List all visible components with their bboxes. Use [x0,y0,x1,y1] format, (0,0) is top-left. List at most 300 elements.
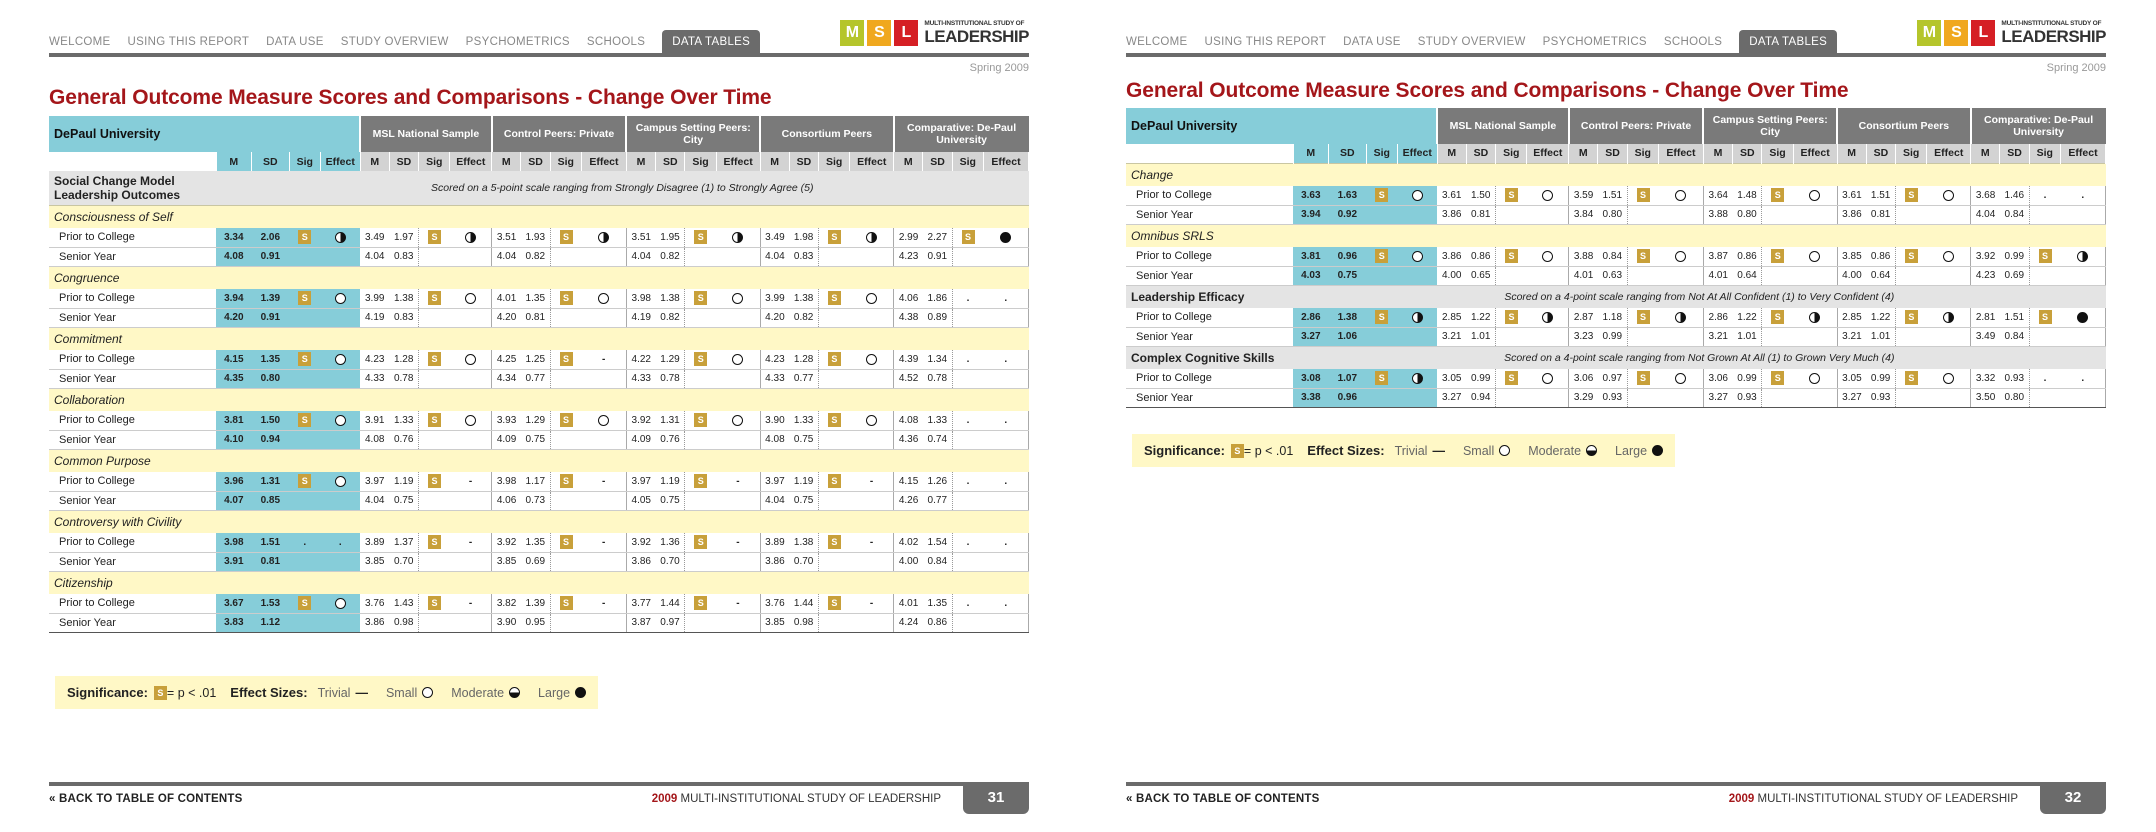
footer-year: 2009 [651,793,678,805]
group-mean: 3.77 [626,594,655,613]
back-to-contents-link[interactable]: « BACK TO TABLE OF CONTENTS [1126,793,1320,805]
group-mean: 3.21 [1837,327,1866,346]
small-effect-icon [866,293,877,304]
col-header-sd: SD [1733,144,1762,163]
group-sd: 1.22 [1466,308,1495,327]
group-sd: 1.29 [656,350,685,369]
group-sig [819,472,850,491]
depaul-effect [1397,369,1437,388]
depaul-mean: 3.91 [216,552,252,571]
depaul-effect [320,491,360,510]
group-sig [419,369,450,388]
category-label: Omnibus SRLS [1126,224,2106,247]
moderate-effect-icon [1412,373,1423,384]
group-sig [550,369,581,388]
group-sig [685,411,716,430]
group-effect [850,228,894,247]
group-effect [716,594,760,613]
table-row [49,594,1029,613]
category-label: Citizenship [49,571,1029,594]
group-effect [716,430,760,449]
msl-logo[interactable] [1917,20,2106,46]
group-effect [983,289,1028,308]
depaul-mean: 4.15 [216,350,252,369]
col-header-m: M [894,152,923,171]
depaul-effect [320,411,360,430]
group-effect [1658,247,1703,266]
group-sig [2029,266,2060,285]
nav-tab-using-this-report[interactable]: USING THIS REPORT [127,36,250,48]
group-mean: 4.25 [492,350,521,369]
significance-icon: S [1375,371,1388,385]
group-sig [550,533,581,552]
table-row [1126,369,2106,388]
group-sd: 0.86 [1733,247,1762,266]
university-name: DePaul University [1126,108,1437,144]
group-sig [819,247,850,266]
no-significance-mark: . [966,475,970,487]
group-effect [983,430,1028,449]
col-header-effect: Effect [1658,144,1703,163]
col-header-sig: Sig [1896,144,1927,163]
group-effect [850,613,894,632]
significance-icon: S [1905,249,1918,263]
group-sd: 1.17 [521,472,550,491]
depaul-mean: 4.20 [216,308,252,327]
no-effect-mark: . [2081,372,2085,384]
group-mean: 4.04 [626,247,655,266]
row-label: Prior to College [1126,247,1293,266]
group-effect [983,308,1028,327]
group-header-4: Consortium Peers [1837,108,1971,144]
footer-study-title [1729,793,2018,805]
col-header-sig: Sig [685,152,716,171]
row-label: Senior Year [1126,327,1293,346]
group-mean: 4.19 [626,308,655,327]
depaul-mean: 3.81 [1293,247,1329,266]
group-effect [2060,327,2105,346]
col-header-sig: Sig [289,152,320,171]
no-significance-mark: . [966,414,970,426]
group-effect [850,594,894,613]
page-footer [49,782,1029,812]
group-effect [1527,308,1569,327]
group-sd: 1.35 [521,289,550,308]
group-sig [952,369,983,388]
group-sd: 0.89 [923,308,952,327]
page-number: 31 [963,784,1029,814]
row-label: Senior Year [49,430,216,449]
small-effect-icon [598,293,609,304]
col-header-sd: SD [389,152,418,171]
group-sd: 1.38 [389,289,418,308]
group-sd: 0.98 [389,613,418,632]
group-sig [419,247,450,266]
nav-tab-schools[interactable]: SCHOOLS [1663,36,1723,48]
col-header-m: M [1437,144,1466,163]
group-effect [983,228,1028,247]
group-mean: 3.85 [492,552,521,571]
group-header-4: Consortium Peers [760,116,894,152]
group-effect [716,308,760,327]
logo-letter-s: S [867,20,891,46]
moderate-effect-icon [732,232,743,243]
group-sd: 0.99 [2000,247,2029,266]
group-mean: 3.86 [626,552,655,571]
group-sig [550,411,581,430]
group-sd: 0.80 [1733,205,1762,224]
significance-icon: S [1505,371,1518,385]
group-mean: 4.09 [626,430,655,449]
group-mean: 3.85 [760,613,789,632]
col-header-m: M [360,152,389,171]
depaul-mean: 3.63 [1293,186,1329,205]
moderate-effect-icon [1412,312,1423,323]
group-sd: 1.01 [1733,327,1762,346]
group-mean: 3.97 [760,472,789,491]
group-sig [685,308,716,327]
group-mean: 3.98 [626,289,655,308]
group-mean: 4.00 [894,552,923,571]
significance-icon: S [1771,249,1784,263]
row-label-header [1126,144,1293,163]
group-header-2: Control Peers: Private [1569,108,1704,144]
moderate-effect-icon [1809,312,1820,323]
group-sd: 0.70 [656,552,685,571]
group-sig [1762,266,1793,285]
significance-icon: S [694,474,707,488]
group-mean: 4.52 [894,369,923,388]
table-row [1126,266,2106,285]
group-sig [952,552,983,571]
depaul-sig [1366,205,1397,224]
group-effect [716,369,760,388]
top-nav [49,30,760,54]
small-effect-icon [1943,251,1954,262]
moderate-effect-icon [335,232,346,243]
depaul-effect [320,247,360,266]
depaul-mean: 4.03 [1293,266,1329,285]
nav-tab-psychometrics[interactable]: PSYCHOMETRICS [465,36,570,48]
logo-letter-m: M [840,20,864,46]
depaul-sd: 1.50 [252,411,290,430]
group-effect [850,411,894,430]
group-sd: 0.74 [923,430,952,449]
small-effect-icon [465,293,476,304]
group-mean: 4.15 [894,472,923,491]
group-sd: 1.31 [656,411,685,430]
depaul-effect [320,350,360,369]
row-label: Senior Year [49,308,216,327]
group-sd: 0.82 [656,308,685,327]
depaul-sig [289,613,320,632]
group-sig [952,430,983,449]
depaul-sd: 1.12 [252,613,290,632]
table-row [49,613,1029,632]
section-header-row [49,171,1029,205]
legend-trivial: Trivial [1394,443,1428,458]
col-header-m: M [760,152,789,171]
col-header-sig: Sig [419,152,450,171]
group-sig [819,491,850,510]
depaul-effect [1397,308,1437,327]
group-mean: 3.85 [1837,247,1866,266]
group-sd: 0.84 [2000,327,2029,346]
group-mean: 4.06 [894,289,923,308]
small-effect-icon [335,476,346,487]
group-effect [983,613,1028,632]
group-effect [983,594,1028,613]
group-sd: 1.50 [1466,186,1495,205]
trivial-effect-icon: — [1432,443,1445,458]
group-sd: 0.75 [521,430,550,449]
group-effect [1658,388,1703,407]
small-effect-icon [1499,445,1510,456]
group-effect [1793,186,1837,205]
col-header-sd: SD [252,152,290,171]
row-label: Prior to College [1126,308,1293,327]
group-sd: 1.54 [923,533,952,552]
moderate-effect-icon [465,232,476,243]
table-row [49,533,1029,552]
group-sd: 0.78 [923,369,952,388]
nav-tab-data-tables[interactable]: DATA TABLES [662,30,760,54]
group-sig [685,247,716,266]
small-effect-icon [732,354,743,365]
category-label: Commitment [49,327,1029,350]
back-to-contents-link[interactable]: « BACK TO TABLE OF CONTENTS [49,793,243,805]
university-name: DePaul University [49,116,360,152]
group-sd: 0.93 [1866,388,1895,407]
group-effect [1658,308,1703,327]
nav-tab-study-overview[interactable]: STUDY OVERVIEW [340,36,449,48]
group-mean: 3.92 [492,533,521,552]
col-header-m: M [626,152,655,171]
nav-tab-data-use[interactable]: DATA USE [1343,36,1401,48]
group-sig [550,289,581,308]
group-sd: 0.80 [2000,388,2029,407]
group-mean: 4.23 [894,247,923,266]
group-sd: 0.84 [2000,205,2029,224]
group-mean: 3.91 [360,411,389,430]
group-effect [983,350,1028,369]
logo-letter-l: L [1971,20,1995,46]
legend-small: Small [385,685,418,700]
significance-icon: S [1505,310,1518,324]
no-effect-mark: . [1004,475,1008,487]
significance-icon: S [428,474,441,488]
small-effect-icon [1809,190,1820,201]
group-sd: 0.99 [1866,369,1895,388]
significance-icon: S [2039,249,2052,263]
nav-tab-welcome[interactable]: WELCOME [1126,36,1188,48]
table-row [1126,327,2106,346]
group-sig [1762,205,1793,224]
significance-icon: S [560,535,573,549]
group-sd: 0.77 [521,369,550,388]
significance-icon: S [694,413,707,427]
col-header-effect: Effect [320,152,360,171]
footer-line [1126,782,2106,786]
logo-letter-m: M [1917,20,1941,46]
scale-note: Scored on a 5-point scale ranging from Strongly Disagree (1) to Strongly Agree (5) [216,171,1028,205]
group-mean: 4.34 [492,369,521,388]
group-sd: 0.76 [656,430,685,449]
scores-table-left [49,116,1029,633]
depaul-sd: 1.63 [1329,186,1367,205]
group-header-2: Control Peers: Private [492,116,627,152]
msl-logo[interactable] [840,20,1029,46]
significance-icon: S [560,291,573,305]
group-sig [1496,388,1527,407]
group-sig [952,308,983,327]
row-label: Prior to College [49,411,216,430]
nav-tab-study-overview[interactable]: STUDY OVERVIEW [1417,36,1526,48]
group-effect [1527,266,1569,285]
group-effect [716,411,760,430]
column-header-row [49,152,1029,171]
depaul-sd: 1.07 [1329,369,1367,388]
group-mean: 3.92 [626,533,655,552]
significance-icon: S [428,535,441,549]
group-mean: 4.01 [1569,266,1598,285]
group-effect [1927,308,1971,327]
group-effect [1927,388,1971,407]
nav-underline [1126,53,2106,57]
group-sig [1896,205,1927,224]
group-mean: 4.23 [360,350,389,369]
scores-table-right [1126,108,2106,408]
row-label: Prior to College [49,533,216,552]
nav-tab-data-use[interactable]: DATA USE [266,36,324,48]
col-header-sd: SD [1329,144,1367,163]
group-sig [1896,327,1927,346]
group-sig [1762,186,1793,205]
group-sig [1762,369,1793,388]
trivial-effect-mark: - [602,536,606,548]
group-sd: 0.82 [789,308,818,327]
large-effect-icon [2077,312,2088,323]
nav-tab-schools[interactable]: SCHOOLS [586,36,646,48]
table-row [1126,388,2106,407]
group-sig [952,594,983,613]
group-sig [550,350,581,369]
report-date: Spring 2009 [969,62,1029,74]
legend-sig-text: = p < .01 [1243,443,1294,458]
group-effect [581,472,626,491]
group-effect [581,228,626,247]
trivial-effect-mark: - [869,597,874,609]
row-label: Prior to College [49,594,216,613]
moderate-effect-icon [1542,312,1553,323]
depaul-mean: 2.86 [1293,308,1329,327]
group-effect [581,430,626,449]
group-sd: 0.78 [656,369,685,388]
nav-tab-data-tables[interactable]: DATA TABLES [1739,30,1837,54]
logo-small-text: MULTI-INSTITUTIONAL STUDY OF [924,20,1025,28]
group-sig [419,350,450,369]
group-sd: 1.37 [389,533,418,552]
col-header-m: M [1837,144,1866,163]
significance-icon: S [298,413,311,427]
group-sig [1627,205,1658,224]
group-mean: 4.04 [1971,205,2000,224]
category-label: Controversy with Civility [49,510,1029,533]
group-sig [819,613,850,632]
footer-line [49,782,1029,786]
scale-note: Scored on a 4-point scale ranging from Not At All Confident (1) to Very Confident (4) [1293,285,2105,308]
category-row [49,510,1029,533]
trivial-effect-mark: - [468,536,473,548]
small-effect-icon [335,293,346,304]
category-row [49,266,1029,289]
group-sd: 1.22 [1733,308,1762,327]
group-sd: 1.34 [923,350,952,369]
col-header-effect: Effect [716,152,760,171]
group-sig [1762,388,1793,407]
group-sd: 1.25 [521,350,550,369]
nav-tab-welcome[interactable]: WELCOME [49,36,111,48]
group-effect [450,472,492,491]
col-header-effect: Effect [1397,144,1437,163]
group-mean: 3.51 [626,228,655,247]
group-mean: 3.61 [1837,186,1866,205]
row-label-header [49,152,216,171]
group-sig [419,308,450,327]
significance-icon: S [428,291,441,305]
group-effect [983,369,1028,388]
group-header-5: Comparative: De-Paul University [894,116,1029,152]
group-mean: 3.97 [626,472,655,491]
depaul-sd: 0.94 [252,430,290,449]
col-header-sd: SD [1466,144,1495,163]
group-sd: 0.77 [923,491,952,510]
group-sig [1896,186,1927,205]
depaul-sig [1366,327,1397,346]
group-sd: 0.81 [1866,205,1895,224]
nav-tab-psychometrics[interactable]: PSYCHOMETRICS [1542,36,1647,48]
group-sd: 1.36 [656,533,685,552]
depaul-effect [320,430,360,449]
group-sd: 0.91 [923,247,952,266]
depaul-effect [1397,327,1437,346]
significance-icon: S [2039,310,2052,324]
depaul-sd: 0.96 [1329,247,1367,266]
group-mean: 3.87 [1703,247,1732,266]
group-effect [581,533,626,552]
group-effect [1658,205,1703,224]
nav-tab-using-this-report[interactable]: USING THIS REPORT [1204,36,1327,48]
group-sig [685,472,716,491]
no-effect-mark: . [1004,414,1008,426]
group-effect [450,491,492,510]
category-row [49,571,1029,594]
group-sd: 0.83 [389,247,418,266]
logo-text [2001,21,2106,45]
trivial-effect-mark: - [602,475,606,487]
depaul-effect [320,613,360,632]
group-mean: 3.05 [1437,369,1466,388]
group-effect [1927,247,1971,266]
group-sd: 0.64 [1733,266,1762,285]
small-effect-icon [1412,251,1423,262]
group-effect [1527,327,1569,346]
group-sd: 0.93 [1598,388,1627,407]
col-header-m: M [492,152,521,171]
group-sig [1627,388,1658,407]
group-effect [850,472,894,491]
moderate-effect-icon [1586,445,1597,456]
